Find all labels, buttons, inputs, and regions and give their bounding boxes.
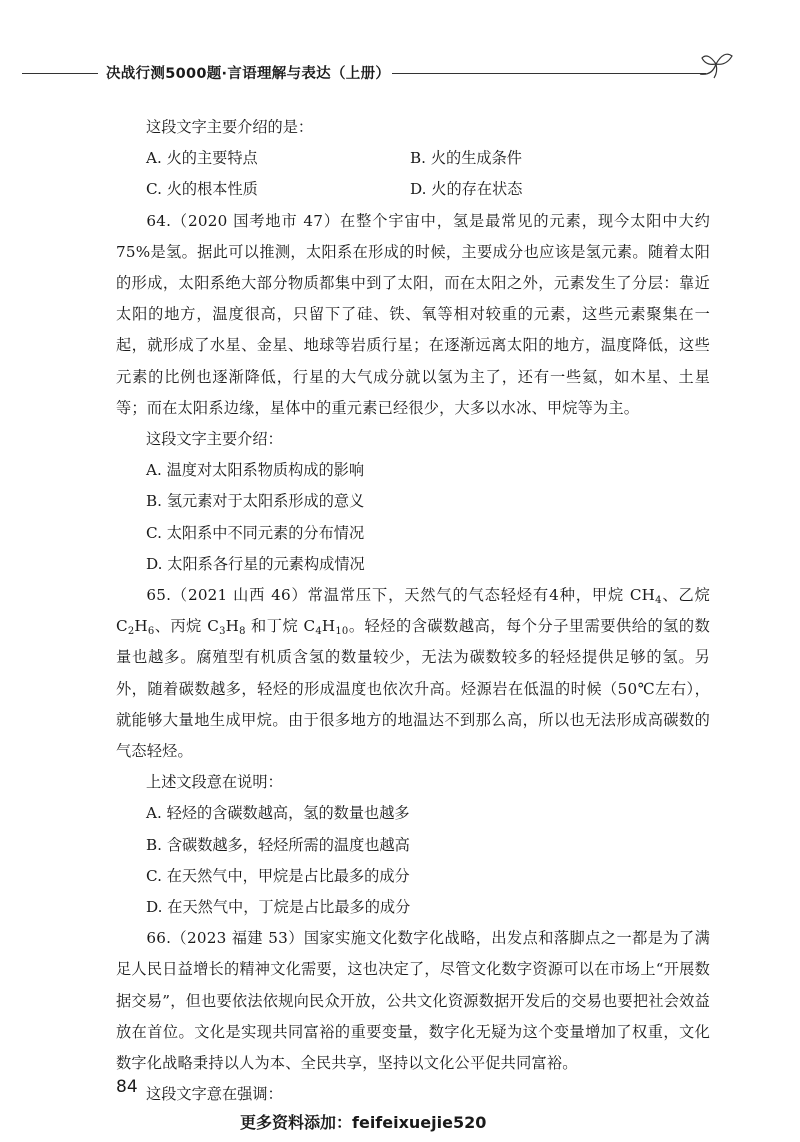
- q64-option-d: D. 太阳系各行星的元素构成情况: [146, 554, 365, 573]
- prev-options-row-1: [116, 143, 710, 174]
- q64-option-b: B. 氢元素对于太阳系形成的意义: [146, 492, 365, 511]
- q65-text-3: H: [134, 617, 148, 636]
- q65-option-d: D. 在天然气中，丁烷是占比最多的成分: [146, 898, 411, 917]
- book-title: 决战行测5000题·言语理解与表达（上册）: [106, 66, 391, 82]
- sprout-icon: [696, 50, 736, 84]
- q65-text-1: 65.（2021 山西 46）常温常压下，天然气的气态轻烃有4种，甲烷 CH: [146, 586, 656, 605]
- question-64-text: 64.（2020 国考地市 47）在整个宇宙中，氢是最常见的元素，现今太阳中大约75%是氢。据此可以推测，太阳系在形成的时候，主要成分也应该是氢元素。随着太阳的形成，太阳系绝大部分物质都集中到了太阳，而在太阳之外，元素发生了分层：靠近太阳的地方，温度很高，只留下了硅、铁、氧等相对较重的元素，这些元素聚集在一起，就形成了水星、金星、地球等岩质行星；在逐渐远离太阳的地方，温度降低，这些元素的比例也逐渐降低，行星的大气成分就以氢为主了，还有一些氦，如木星、土星等；而在太阳系边缘，星体中的重元素已经很少，大多以水冰、甲烷等为主。: [116, 211, 710, 417]
- q65-sub-1: 4: [655, 595, 662, 607]
- q65-sub-6: 4: [315, 626, 322, 638]
- running-header: [22, 60, 722, 90]
- q65-text-5: H: [225, 617, 240, 636]
- q65-text-2: 、乙烷 C: [116, 586, 710, 636]
- option-d: D. 火的存在状态: [410, 180, 523, 199]
- q65-sub-3: 6: [147, 626, 155, 638]
- option-a: A. 火的主要特点: [146, 149, 258, 168]
- q65-text-7: H: [321, 617, 336, 636]
- q65-text-8: 。轻烃的含碳数越高，每个分子里需要供给的氢的数量也越多。腐殖型有机质含氢的数量较少，无法为碳数较多的轻烃提供足够的氢。另外，随着碳数越多，轻烃的形成温度也依次升高。烃源岩在低温的时候（50℃左右），就能够大量地生成甲烷。由于很多地方的地温达不到那么高，所以也无法形成高碳数的气态轻烃。: [116, 617, 711, 761]
- prev-options-row-2: [116, 174, 710, 205]
- q65-text-4: 、丙烷 C: [154, 617, 220, 636]
- q65-option-b: B. 含碳数越多，轻烃所需的温度也越高: [146, 835, 410, 854]
- footer-note: 更多资料添加：feifeixuejie520: [240, 1113, 487, 1132]
- page-number: 84: [116, 1077, 138, 1097]
- question-64-prompt: 这段文字主要介绍：: [146, 430, 283, 449]
- q65-sub-4: 3: [219, 626, 226, 638]
- q64-option-c: C. 太阳系中不同元素的分布情况: [146, 523, 365, 542]
- option-b: B. 火的生成条件: [410, 149, 522, 168]
- q65-sub-7: 10: [335, 626, 349, 638]
- q65-sub-2: 2: [127, 626, 135, 638]
- q65-option-a: A. 轻烃的含碳数越高，氢的数量也越多: [146, 804, 410, 823]
- header-rule-right: [392, 73, 706, 74]
- q65-sub-5: 8: [239, 626, 246, 638]
- q64-option-a: A. 温度对太阳系物质构成的影响: [146, 461, 365, 480]
- question-66-text: 66.（2023 福建 53）国家实施文化数字化战略，出发点和落脚点之一都是为了满足人民日益增长的精神文化需要，这也决定了，尽管文化数字资源可以在市场上“开展数据交易”，但也要依法依规向民众开放，公共文化资源数据开发后的交易也要把社会效益放在首位。文化是实现共同富裕的重要变量，数字化无疑为这个变量增加了权重，文化数字化战略秉持以人为本、全民共享，坚持以文化公平促共同富裕。: [116, 929, 710, 1073]
- option-c: C. 火的根本性质: [146, 180, 258, 199]
- question-66-prompt: 这段文字意在强调：: [146, 1085, 283, 1104]
- question-65-text: [116, 580, 710, 767]
- page-content: [116, 112, 710, 1111]
- header-rule-left: [22, 73, 98, 74]
- prev-question-prompt: 这段文字主要介绍的是：: [146, 118, 314, 136]
- q65-text-6: 和丁烷 C: [245, 617, 316, 636]
- question-65-prompt: 上述文段意在说明：: [146, 773, 283, 792]
- q65-option-c: C. 在天然气中，甲烷是占比最多的成分: [146, 866, 410, 885]
